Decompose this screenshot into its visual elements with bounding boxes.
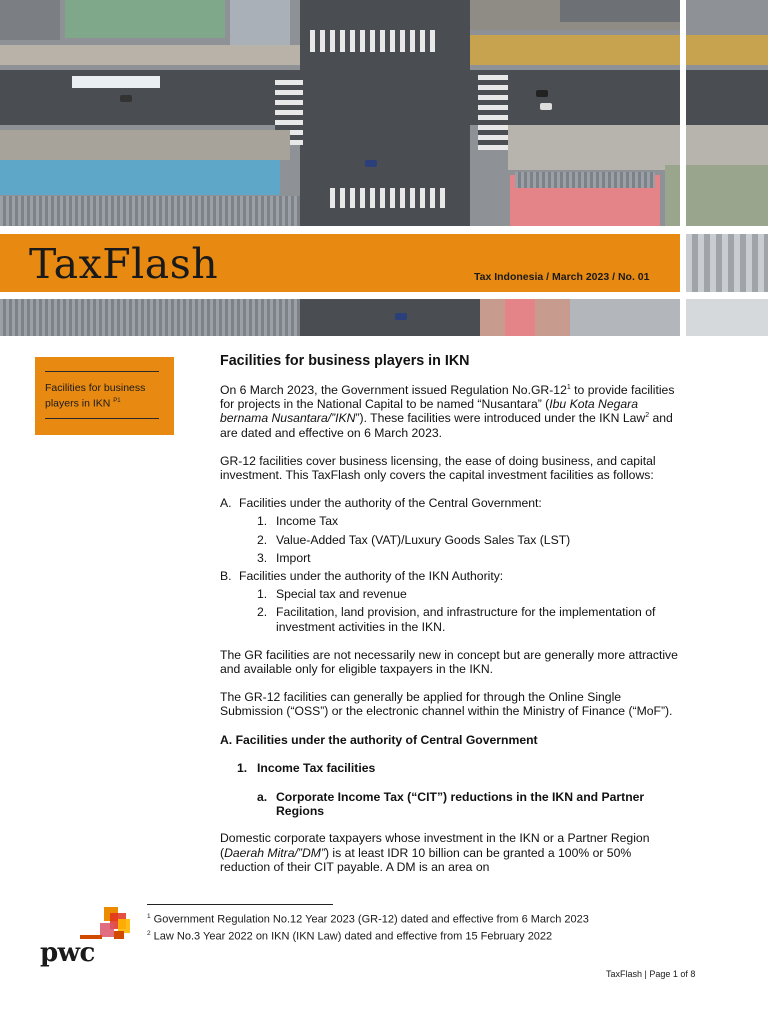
header-gap [0, 226, 768, 234]
sidebar-rule-top [45, 371, 159, 372]
footnote-2: $^2$ Law No.3 Year 2022 on IKN (IKN Law) dated and effective from 15 February 2022 [147, 929, 553, 943]
issue-line: Tax Indonesia / March 2023 / No. 01 [474, 271, 650, 283]
header-photo-strip [0, 299, 768, 336]
section-heading-1: 1. Income Tax facilities [237, 760, 376, 775]
footnote-ref-2[interactable]: 2 [645, 412, 650, 420]
footnote-rule [147, 904, 333, 905]
paragraph-intro: On 6 March 2023, the Government issued Regulation $No.GR-12^1$ to provide facilities for projects in the National Capital to be named “Nusantara” (Ibu Kota Negara bernama Nusantara/”IKN”). These facilities were introduced under the IKN Law$^2$ and are dated and effective on 6 March 2023. [220, 383, 675, 440]
header-photo [0, 0, 768, 226]
paragraph-concept: The GR facilities are not necessarily new in concept but are generally more attractive and available only for eligible taxpayers in the IKN. [220, 647, 678, 677]
brand-title: TaxFlash [29, 240, 219, 288]
article-title: Facilities for business players in IKN [220, 353, 470, 369]
list-item: 2. Value-Added Tax (VAT)/Luxury Goods Sales Tax (LST) [257, 532, 571, 547]
facility-list [220, 496, 680, 634]
sidebar-text: Facilities for business players in IKN [45, 382, 146, 410]
paragraph-oss: The GR-12 facilities can generally be applied for through the Online Single Submission (“OSS”) or the electronic channel within the Ministry of Finance (“MoF”). [220, 690, 673, 719]
paragraph-cit: Domestic corporate taxpayers whose investment in the IKN or a Partner Region (Daerah Mitra/”DM”) is at least IDR 10 billion can be granted a 100% or 50% reduction of their CIT payable. A DM is an area on [220, 831, 650, 874]
sidebar-ref: P1 [113, 398, 121, 404]
banner-photo-edge [686, 234, 768, 292]
footnote-ref-1[interactable]: 1 [566, 383, 571, 391]
section-heading-1a: a. Corporate Income Tax (“CIT”) reductions in the IKN and Partner Regions [257, 790, 645, 819]
list-item: B. Facilities under the authority of the IKN Authority: 1. Special tax and revenue 2. Facilitation, land provision, and infrastructure for the implementation of investment activities in the IKN. [220, 569, 680, 634]
paragraph-scope: GR-12 facilities cover business licensing, the ease of doing business, and capital investment. This TaxFlash only covers the capital investment facilities as follows: [220, 453, 656, 483]
list-item: 2. Facilitation, land provision, and infrastructure for the implementation of investment activities in the IKN. [257, 605, 656, 634]
footnotes [147, 910, 667, 943]
list-item: A. Facilities under the authority of the Central Government: 1. Income Tax 2. Value-Added Tax (VAT)/Luxury Goods Sales Tax (LST) 3. Import [220, 496, 680, 565]
article-body [220, 352, 680, 888]
list-item: 1. Income Tax [257, 514, 339, 529]
section-heading-a: A. Facilities under the authority of Central Government [220, 732, 538, 747]
sidebar-rule-bottom [45, 418, 159, 419]
page-footer: TaxFlash | Page 1 of 8 [606, 969, 696, 979]
list-item: 3. Import [257, 550, 311, 565]
sidebar-link[interactable] [45, 382, 155, 411]
pwc-logo-text: pwc [40, 938, 95, 968]
list-item: 1. Special tax and revenue [257, 587, 407, 602]
footnote-1: $^1$ Government Regulation No.12 Year 2023 (GR-12) dated and effective from 6 March 2023 [147, 913, 589, 926]
pwc-logo-mark-icon [80, 907, 132, 939]
